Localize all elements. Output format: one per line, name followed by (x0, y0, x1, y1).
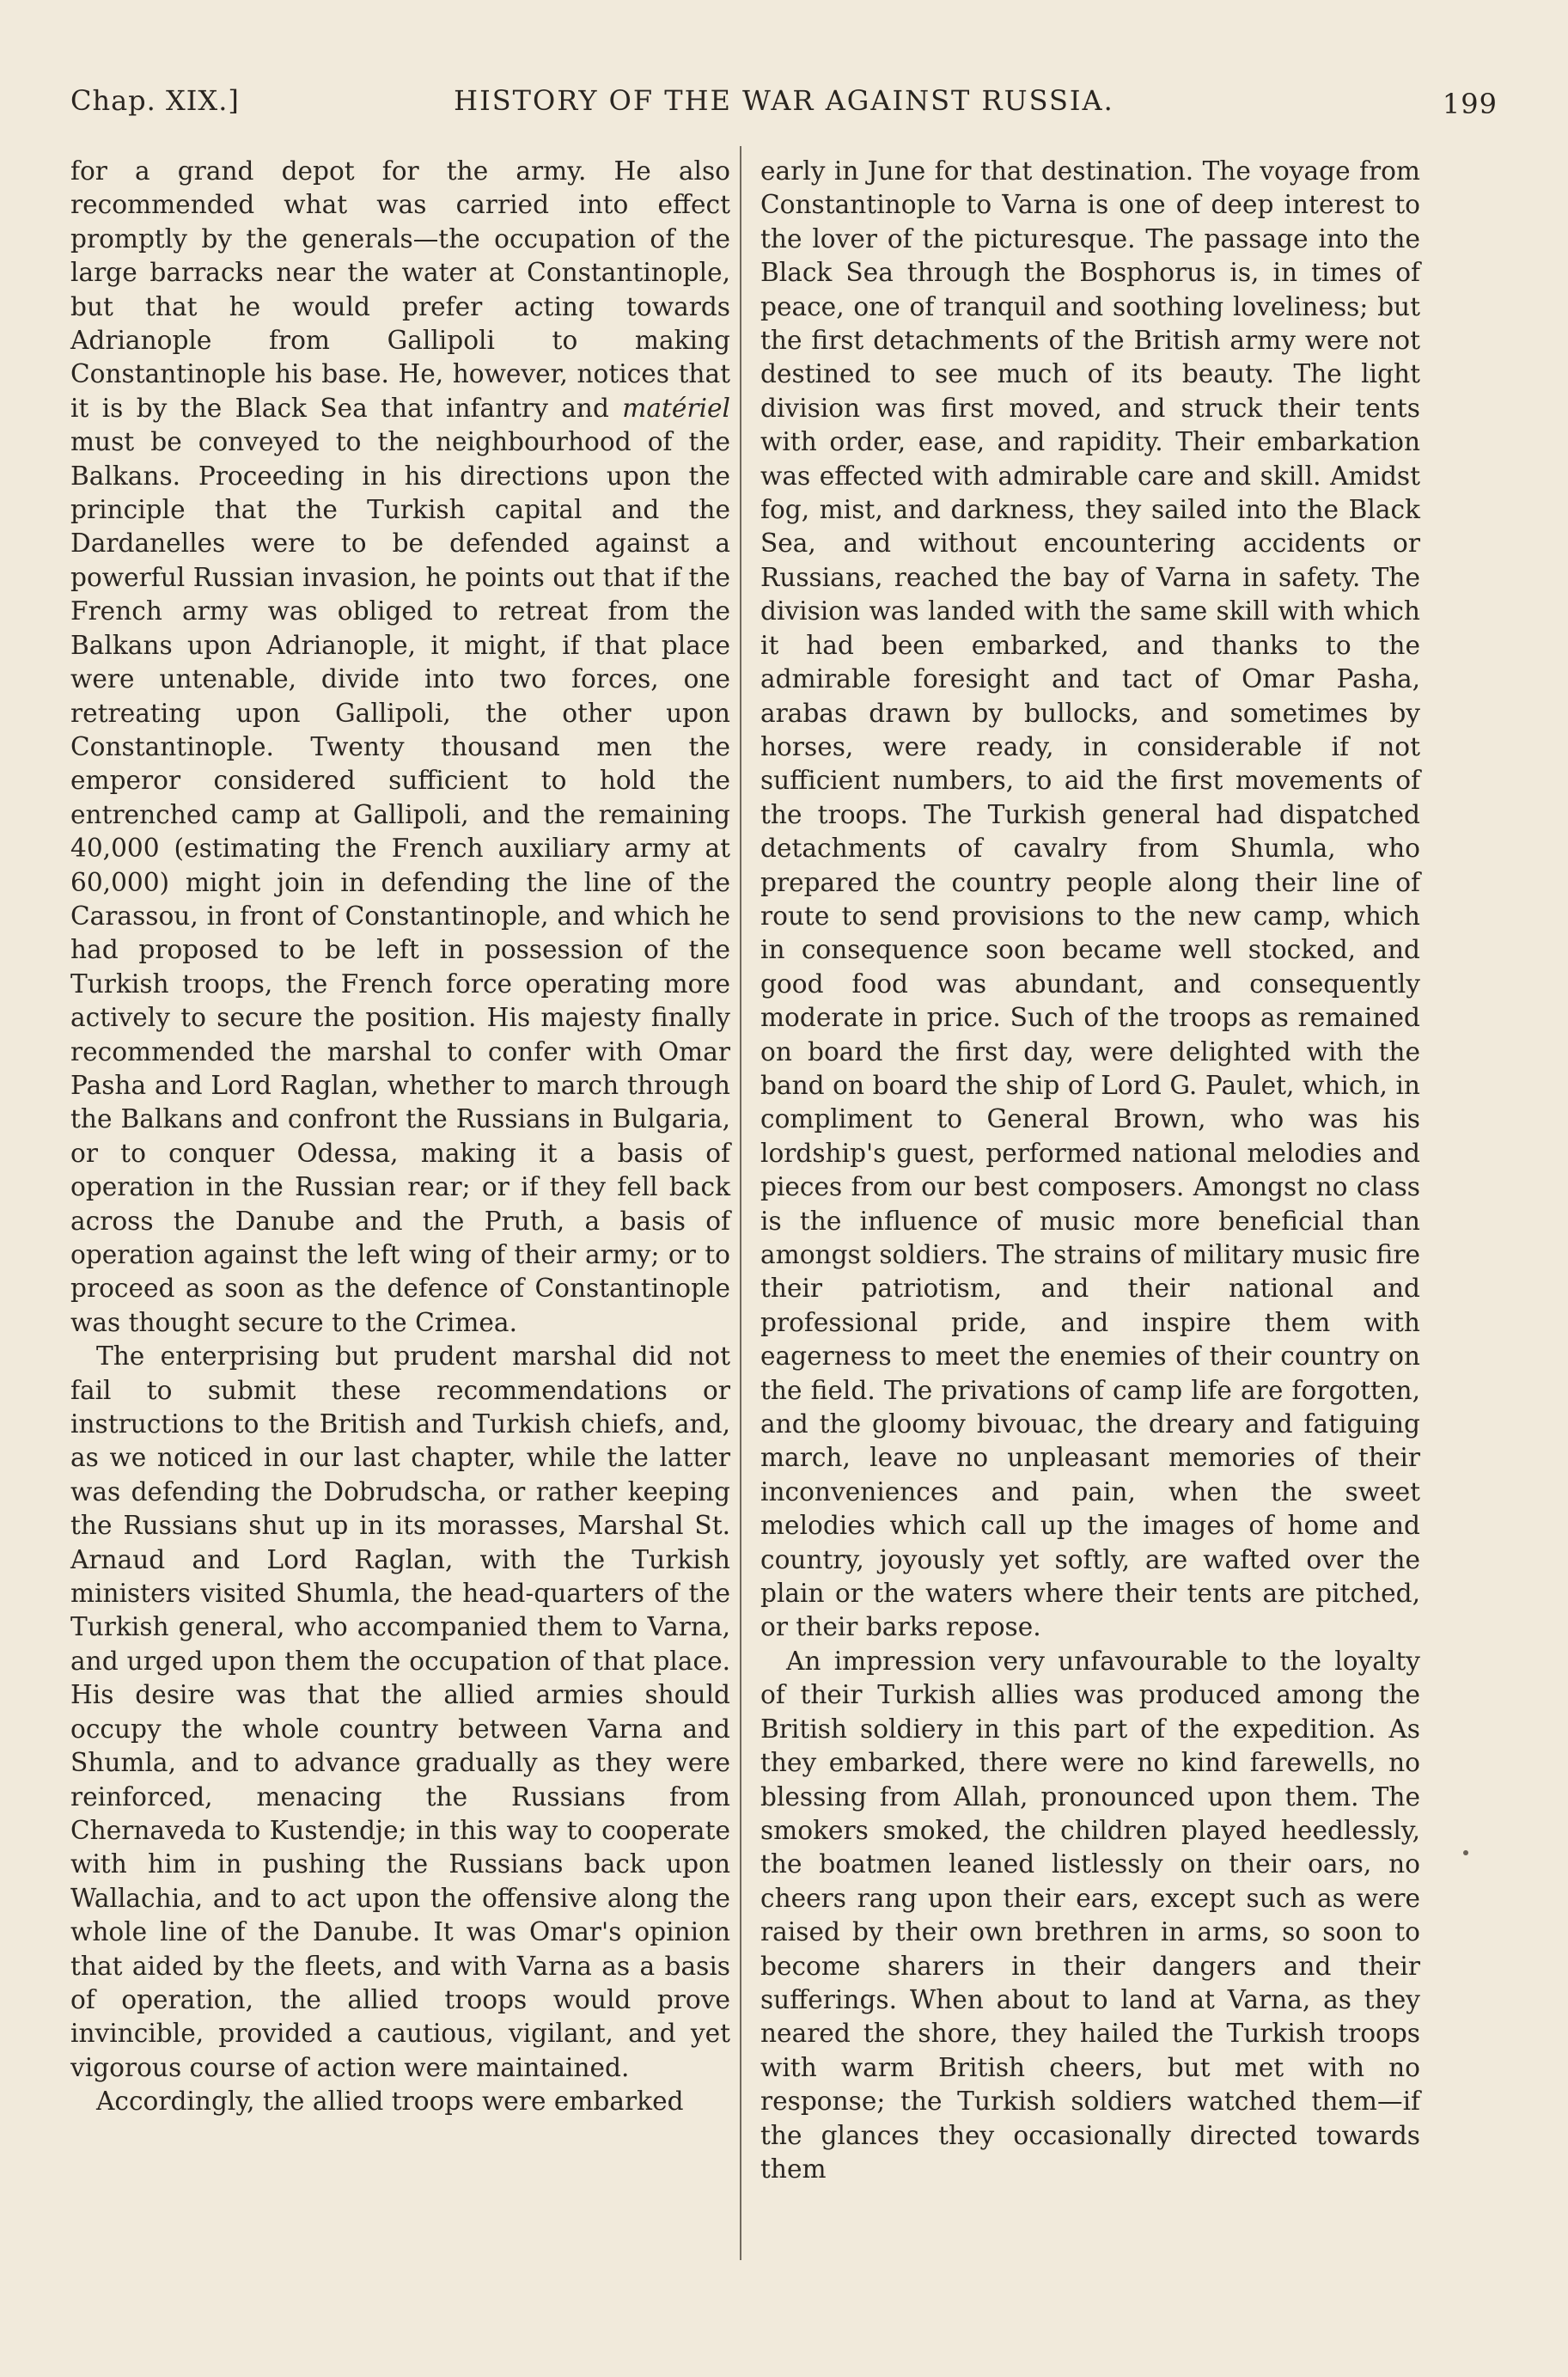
left-paragraph-1 (70, 155, 730, 1340)
left-p1-materiel: matériel (622, 393, 730, 423)
right-paragraph-1: early in June for that destination. The voyage from Constantinople to Varna is one of deep interest to the lover of the picturesque. The passage into the Black Sea through the Bosphorus is, in times of peace, one of tranquil and soothing loveliness; but the first detachments of the British army were not destined to see much of its beauty. The light division was first moved, and struck their tents with order, ease, and rapidity. Their embarkation was effected with admirable care and skill. Amidst fog, mist, and darkness, they sailed into the Black Sea, and without encountering accidents or Russians, reached the bay of Varna in safety. The division was landed with the same skill with which it had been embarked, and thanks to the admirable foresight and tact of Omar Pasha, arabas drawn by bullocks, and sometimes by horses, were ready, in considerable if not sufficient numbers, to aid the first movements of the troops. The Turkish general had dispatched detachments of cavalry from Shumla, who prepared the country people along their line of route to send provisions to the new camp, which in consequence soon became well stocked, and good food was abundant, and consequently moderate in price. Such of the troops as remained on board the first day, were delighted with the band on board the ship of Lord G. Paulet, which, in compliment to General Brown, who was his lordship's guest, performed national melodies and pieces from our best composers. Amongst no class is the influence of music more beneficial than amongst soldiers. The strains of military music fire their patriotism, and their national and professional pride, and inspire them with eagerness to meet the enemies of their country on the field. The privations of camp life are forgotten, and the gloomy bivouac, the dreary and fatiguing march, leave no unpleasant memories of their inconveniences and pain, when the sweet melodies which call up the images of home and country, joyously yet softly, are wafted over the plain or the waters where their tents are pitched, or their barks repose. (760, 156, 1420, 1642)
left-p1-text-b: must be conveyed to the neighbourhood of the Balkans. Proceeding in his directions upon the principle that the Turkish capital and the Dardanelles were to be defended against a powerful Russian invasion, he points out that if the French army was obliged to retreat from the Balkans upon Adrianople, it might, if that place were untenable, divide into two forces, one retreating upon Gallipoli, the other upon Constantinople. Twenty thousand men the emperor considered sufficient to hold the entrenched camp at Gallipoli, and the remaining 40,000 (estimating the French auxiliary army at 60,000) might join in defending the line of the Carassou, in front of Constantinople, and which he had proposed to be left in possession of the Turkish troops, the French force operating more actively to secure the position. His majesty finally recommended the marshal to confer with Omar Pasha and Lord Raglan, whether to march through the Balkans and confront the Russians in Bulgaria, or to conquer Odessa, making it a basis of operation in the Russian rear; or if they fell back across the Danube and the Pruth, a basis of operation against the left wing of their army; or to proceed as soon as the defence of Constantinople was thought secure to the Crimea. (70, 427, 730, 1337)
running-header (70, 84, 1498, 129)
right-column (760, 155, 1420, 2186)
chapter-label: Chap. XIX.] (70, 84, 240, 117)
column-divider (740, 146, 741, 2260)
left-p1-text-a: for a grand depot for the army. He also recommended what was carried into effect promptly by the generals—the occupation of the large barracks near the water at Constantinople, but that he would prefer acting towards Adrianople from Gallipoli to making Constantinople his base. He, however, notices that it is by the Black Sea that infantry and (70, 156, 730, 423)
right-paragraph-2: An impression very unfavourable to the loyalty of their Turkish allies was produced among the British soldiery in this part of the expedition. As they embarked, there were no kind farewells, no blessing from Allah, pronounced upon them. The smokers smoked, the children played heedlessly, the boatmen leaned listlessly on their oars, no cheers rang upon their ears, except such as were raised by their own brethren in arms, so soon to become sharers in their dangers and their sufferings. When about to land at Varna, as they neared the shore, they hailed the Turkish troops with warm British cheers, but met with no response; the Turkish soldiers watched them—if the glances they occasionally directed towards them (760, 1646, 1420, 2184)
left-paragraph-2: The enterprising but prudent marshal did not fail to submit these recommendations or instructions to the British and Turkish chiefs, and, as we noticed in our last chapter, while the latter was defending the Dobrudscha, or rather keeping the Russians shut up in its morasses, Marshal St. Arnaud and Lord Raglan, with the Turkish ministers visited Shumla, the head-quarters of the Turkish general, who accompanied them to Varna, and urged upon them the occupation of that place. His desire was that the allied armies should occupy the whole country between Varna and Shumla, and to advance gradually as they were reinforced, menacing the Russians from Chernaveda to Kustendje; in this way to cooperate with him in pushing the Russians back upon Wallachia, and to act upon the offensive along the whole line of the Danube. It was Omar's opinion that aided by the fleets, and with Varna as a basis of operation, the allied troops would prove invincible, provided a cautious, vigilant, and yet vigorous course of action were maintained. (70, 1341, 730, 2082)
running-title: HISTORY OF THE WAR AGAINST RUSSIA. (454, 84, 1114, 117)
page-number: 199 (1442, 88, 1498, 120)
paper-speck (1463, 1850, 1468, 1855)
left-column (70, 155, 730, 2119)
left-paragraph-3: Accordingly, the allied troops were embarked (96, 2087, 684, 2117)
